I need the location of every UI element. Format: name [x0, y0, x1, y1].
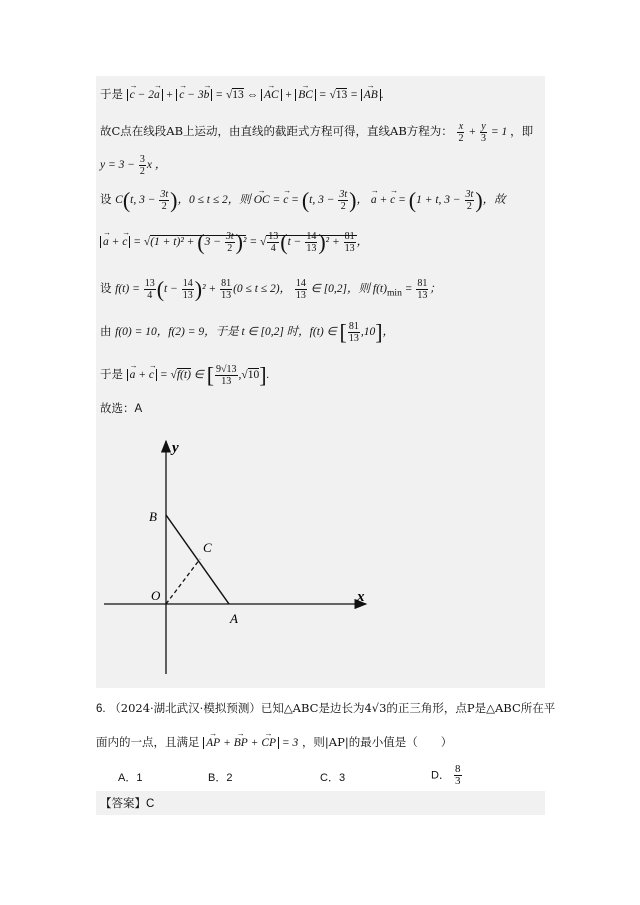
text: 于是	[100, 367, 123, 382]
axis-x-label: x	[357, 589, 365, 605]
option-d[interactable]: D． $\frac{8}{3}$	[431, 763, 461, 787]
question-line-1	[96, 700, 555, 717]
formula: y = 3 − $\frac{3}{2}$ x ，	[100, 154, 167, 177]
label-A: A	[230, 611, 238, 626]
option-c[interactable]: C．3	[320, 772, 346, 784]
text: 故C点在线段AB上运动，由直线的截距式方程可得，直线AB方程为：	[100, 124, 453, 139]
text: ，即	[510, 124, 534, 139]
question-line-2: 面内的一点，且满足 → AP + → BP + → CP = 3 ，则|AP|的最小值是（ ）	[96, 734, 452, 751]
solution-answer: 故选：A	[100, 403, 143, 415]
label-B: B	[149, 509, 157, 524]
question-text: 已知△ABC是边长为4√3的正三角形，点P是△ABC所在平	[260, 701, 556, 715]
answer-line	[100, 795, 154, 812]
formula: f(0) = 10，f(2) = 9，于是 t ∈ [0,2] 时，f(t) ∈ [ $\frac{81}{13}$ ,10]，	[115, 319, 395, 345]
answer-value: C	[146, 798, 155, 810]
question-text: 面内的一点，且满足	[96, 735, 200, 749]
segment-OC	[166, 559, 200, 604]
option-b[interactable]: B．2	[208, 772, 233, 784]
text: 设	[100, 281, 112, 296]
text: 设	[100, 192, 112, 207]
answer-label: 【答案】	[100, 796, 146, 810]
option-a[interactable]: A．1	[118, 772, 143, 784]
formula: $\frac{x}{2}$ + $\frac{y}{3}$ = 1	[458, 121, 511, 144]
question-number: 6.	[96, 703, 106, 715]
label-C: C	[203, 540, 212, 555]
formula: → c − 2→ a + → c − 3→ b = √13 ⇔ → AC + → BC = √13 = → AB .	[127, 88, 384, 101]
formula: → a + → c = √(1 + t)² + (3 − $\frac{3t}{2}$ )² = √ $\frac{13}{4}$ (t − $\frac{14}{13}$ )² + $\frac{81}{13}$ ，	[100, 235, 368, 248]
formula: f(t) = $\frac{13}{4}$ (t − $\frac{14}{13}$ )² + $\frac{81}{13}$ (0 ≤ t ≤ 2)， $\frac{14}{13}$ ∈ [0,2]，则 $f(t)_{min}$ = $\frac{81}{13}$ ；	[115, 276, 441, 302]
formula: → a + → c = √f(t) ∈ [ $\frac{9√13}{13}$ ,√10].	[127, 369, 270, 381]
question-formula: → AP + → BP + → CP	[203, 737, 279, 749]
text: 于是	[100, 87, 123, 101]
formula: C(t, 3 − $\frac{3t}{2}$ )，0 ≤ t ≤ 2，则 → OC = → c = (t, 3 − $\frac{3t}{2}$ )， → a + → c = (1 + t, 3 − $\frac{3t}{2}$ )，故	[115, 194, 505, 206]
question-text: ，则|AP|的最小值是（ ）	[301, 735, 453, 749]
text: 由	[100, 324, 112, 339]
answer-block	[96, 791, 545, 815]
axis-y-label: y	[172, 440, 179, 456]
question-source: （2024·湖北武汉·模拟预测）	[109, 701, 261, 715]
label-O: O	[151, 588, 161, 603]
